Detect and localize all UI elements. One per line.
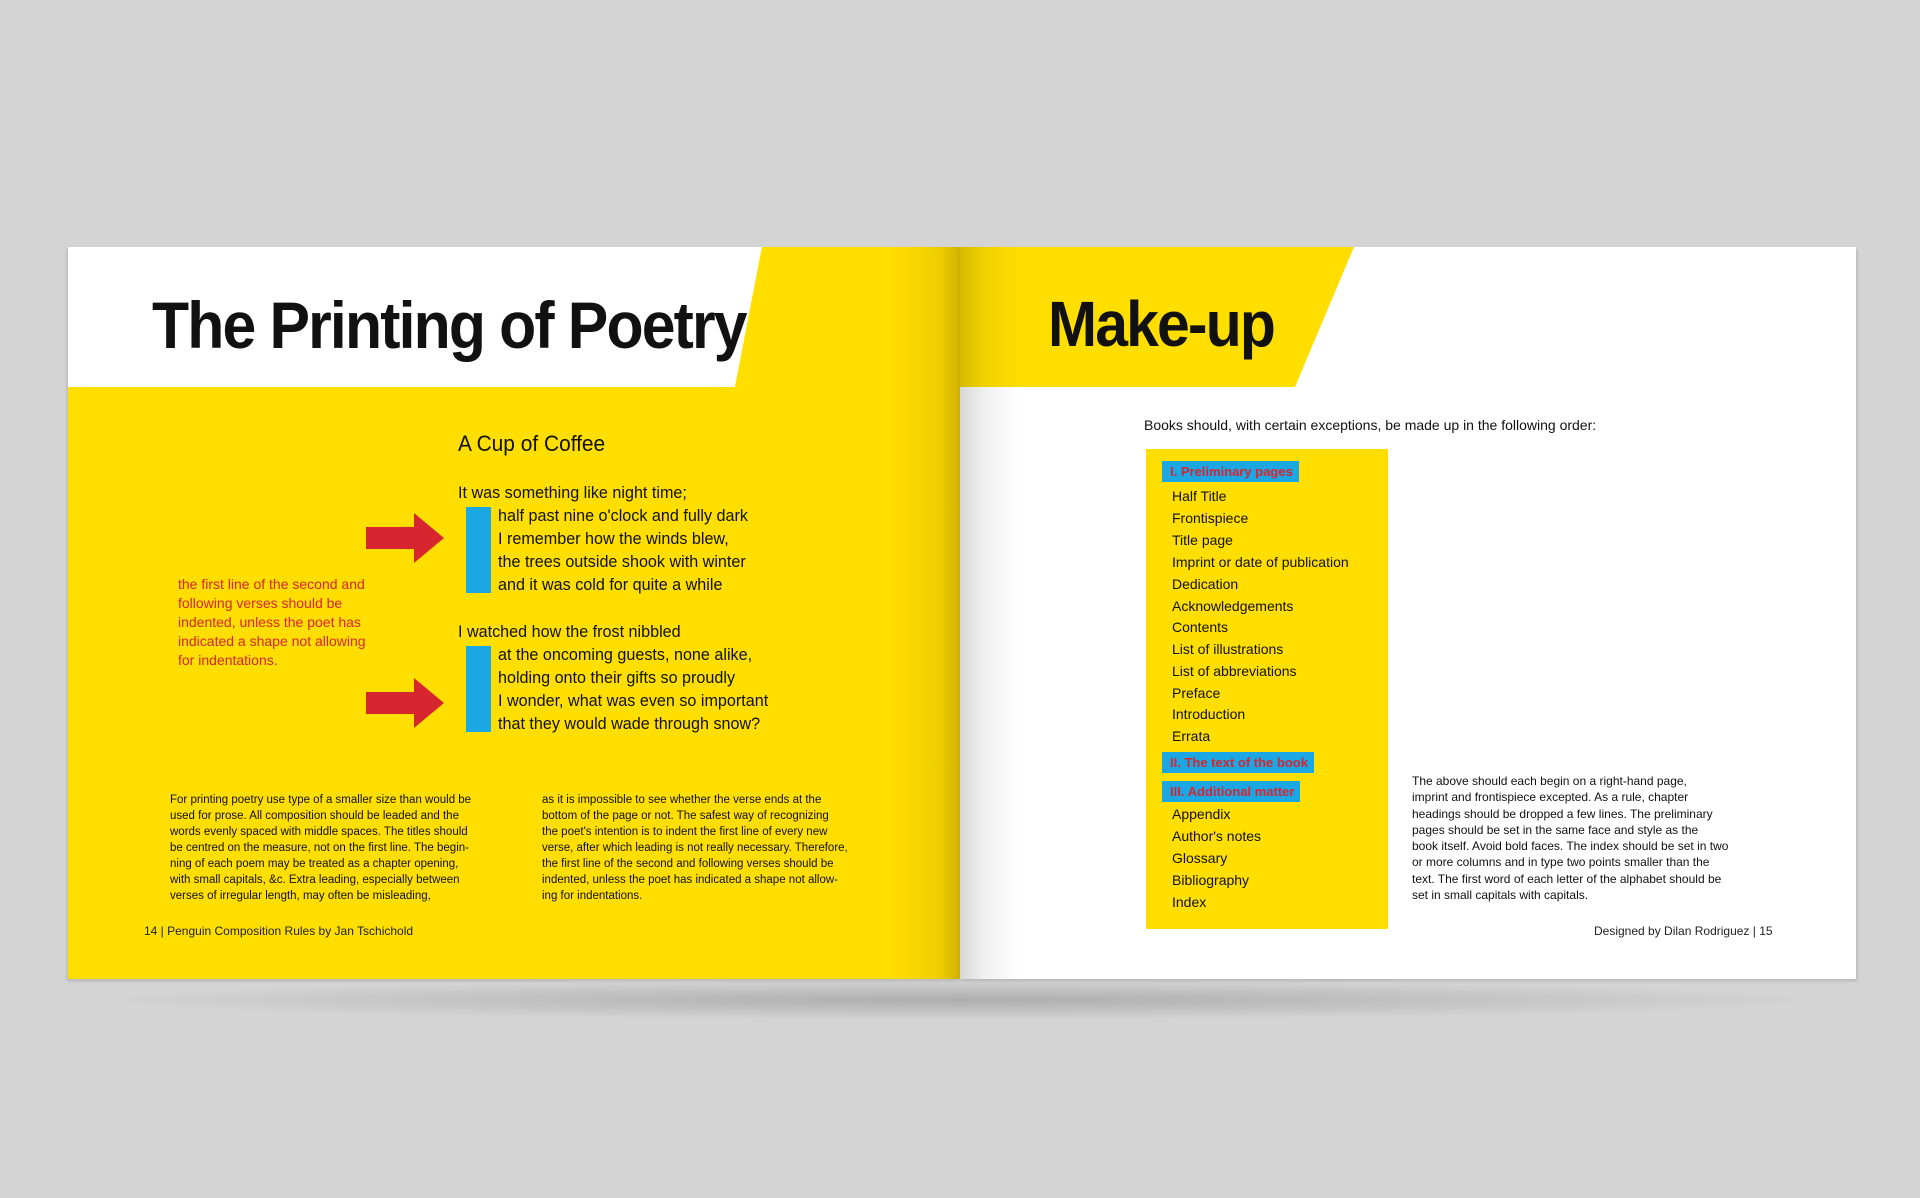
list-item: Author's notes	[1172, 828, 1262, 844]
body-line: headings should be dropped a few lines. The preliminary	[1412, 806, 1713, 821]
page-footer-left: 14 | Penguin Composition Rules by Jan Tschichold	[144, 924, 414, 938]
body-line: text. The first word of each letter of the alphabet should be	[1412, 871, 1722, 886]
intro-text: Books should, with certain exceptions, be made up in the following order:	[1144, 417, 1597, 433]
list-item: Frontispiece	[1172, 510, 1249, 526]
list-item: Glossary	[1172, 850, 1228, 866]
list-item: List of illustrations	[1172, 641, 1284, 657]
body-line: ning of each poem may be treated as a chapter opening,	[170, 858, 459, 870]
body-line: words evenly spaced with middle spaces. The titles should	[170, 826, 468, 838]
body-line: verses of irregular length, may often be misleading,	[170, 890, 431, 902]
section-heading-additional: III. Additional matter	[1162, 781, 1300, 802]
list-item: Title page	[1172, 532, 1233, 548]
list-item: Appendix	[1172, 806, 1231, 822]
verse1-line-5: and it was cold for quite a while	[498, 575, 723, 594]
makeup-order-list	[1146, 449, 1388, 929]
list-item: Half Title	[1172, 488, 1227, 504]
note-line: following verses should be	[178, 595, 343, 611]
list-item: List of abbreviations	[1172, 663, 1297, 679]
page-title-right: Make-up	[1048, 288, 1274, 360]
page-footer-right: Designed by Dilan Rodriguez | 15	[1594, 924, 1773, 938]
body-line: For printing poetry use type of a smaller size than would be	[170, 794, 472, 806]
note-line: indicated a shape not allowing	[178, 633, 366, 649]
body-line: with small capitals, &c. Extra leading, especially between	[170, 874, 460, 886]
body-line: the first line of the second and following verses should be	[542, 858, 834, 870]
indent-note	[178, 575, 388, 670]
list-item: Bibliography	[1172, 872, 1250, 888]
list-item: Index	[1172, 894, 1207, 910]
page-title-left: The Printing of Poetry	[152, 288, 746, 362]
list-item: Introduction	[1172, 706, 1246, 722]
verse2-line-2: at the oncoming guests, none alike,	[498, 645, 753, 664]
list-item: Errata	[1172, 728, 1211, 744]
right-arrow-icon	[366, 513, 444, 563]
verse1-line-3: I remember how the winds blew,	[498, 529, 729, 548]
list-item: Acknowledgements	[1172, 598, 1294, 614]
body-line: pages should be set in the same face and style as the	[1412, 822, 1699, 837]
body-line: the poet's intention is to indent the first line of every new	[542, 826, 828, 838]
body-column-2	[542, 792, 848, 904]
verse2-line-3: holding onto their gifts so proudly	[498, 668, 736, 687]
indent-bar-2	[466, 646, 491, 732]
spread-shadow	[80, 980, 1840, 1020]
body-line: verse, after which leading is not really necessary. Therefore,	[542, 842, 848, 854]
section-heading-text: II. The text of the book	[1162, 752, 1314, 773]
right-arrow-icon	[366, 678, 444, 728]
body-line: or more columns and in type two points smaller than the	[1412, 855, 1710, 870]
body-line: used for prose. All composition should be leaded and the	[170, 810, 459, 822]
list-item: Contents	[1172, 619, 1229, 635]
verse2-line-5: that they would wade through snow?	[498, 714, 761, 733]
body-line: indented, unless the poet has indicated a shape not allow-	[542, 874, 839, 886]
body-line: set in small capitals with capitals.	[1412, 888, 1589, 903]
list-item: Imprint or date of publication	[1172, 554, 1349, 570]
note-line: for indentations.	[178, 652, 278, 668]
list-item: Dedication	[1172, 576, 1239, 592]
verse1-line-2: half past nine o'clock and fully dark	[498, 506, 748, 525]
poem-title: A Cup of Coffee	[458, 431, 606, 456]
body-line: book itself. Avoid bold faces. The index should be set in two	[1412, 839, 1729, 854]
verse1-line-1: It was something like night time;	[458, 483, 687, 502]
verse2-line-1: I watched how the frost nibbled	[458, 622, 681, 641]
body-line: ing for indentations.	[542, 890, 643, 902]
verse2-line-4: I wonder, what was even so important	[498, 691, 769, 710]
body-line: The above should each begin on a right-hand page,	[1412, 774, 1687, 788]
makeup-body-text	[1412, 773, 1728, 903]
note-line: the first line of the second and	[178, 576, 365, 592]
body-line: imprint and frontispiece excepted. As a rule, chapter	[1412, 790, 1689, 805]
body-line: as it is impossible to see whether the verse ends at the	[542, 794, 822, 806]
left-page	[68, 247, 960, 979]
list-item: Preface	[1172, 685, 1221, 701]
indent-bar-1	[466, 507, 491, 593]
verse1-line-4: the trees outside shook with winter	[498, 552, 746, 571]
body-line: bottom of the page or not. The safest way of recognizing	[542, 810, 829, 822]
body-column-1	[170, 792, 471, 904]
right-page	[960, 247, 1856, 979]
note-line: indented, unless the poet has	[178, 614, 361, 630]
body-line: be centred on the measure, not on the first line. The begin-	[170, 842, 469, 854]
section-heading-preliminary: I. Preliminary pages	[1162, 461, 1299, 482]
